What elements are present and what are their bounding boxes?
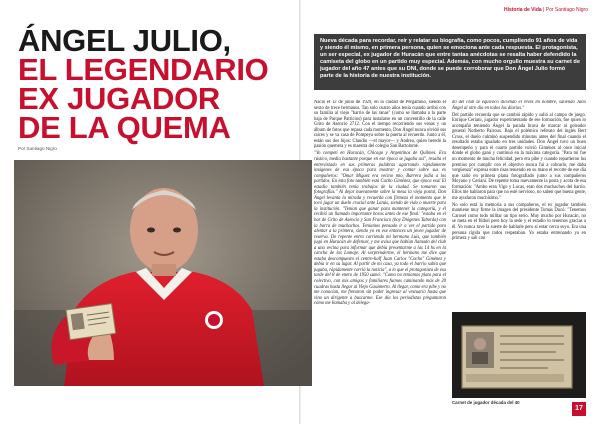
- section-name: Historia de Vida: [503, 7, 542, 13]
- paragraph: Del partido recuerda que se cambió rápido y salió al campo de juego. Enrique Ceriani, jugador experimentado de ese formación, fue quien lo acompañó teniendo Ángel la parada brava de marcar al goleador general Norberto Pairoux. Bajo el polémico referato del inglés Bert Cross, el duelo culminó suspendido minutos antes del final cuando el resultado estaba igualado en tres unidades. Don Ángel tuvo un buen desempeño y para el cuarto partido volvió Giménez al once inicial donde el globo ganó y continuó en la máxima categoría. "Para mí fue un momento de mucha felicidad, pero era pibe y cuando repartieron los premios por cumplir con el objetivo nunca fui a cobrarlo, me daba vergüenza" expresa entre risas teniendo en su mano el recorte de ese día que salió en primera plana fotografiado junto a sus compañeros Moyano y Ceriani. De repente toma nuevamente la posta y acota de esa formación: "Ambo eran Vigo y Lucas, eran dos muchachos del barrio. Ellos me hablaron para que no esté nervioso, no saben que buena gente, me ayudaron muchísimo.": [452, 112, 586, 201]
- headline-line-1: ÁNGEL JULIO,: [18, 23, 231, 58]
- article-column-1: [314, 100, 446, 416]
- byline: Por Santiago Nigro: [18, 146, 57, 151]
- intro-box: Nueva década para recordar, reír y relatar su biografía, como pocos, cumpliendo 91 años de vida y siendo él mismo, en primera persona, quien se emociona ante cada respuesta. El protagonista, un ser especial, ex jugador de Huracán que entre tantas anécdotas se resalta haber defendido la camiseta del globo en un partido muy especial. Además, con mucho orgullo muestra su carnet de jugador del año 47 antes que su DNI, donde se puede corroborar que Don Ángel Julio formó parte de la historia de nuestra institución.: [314, 34, 586, 90]
- player-card-illustration: [452, 312, 586, 398]
- card-caption: Carnet de jugador década del 40: [452, 400, 520, 405]
- paragraph: do del club se equivocó diciendo el revés mi nombre, saliendo Julio Ángel al otro día en todos los diarios.": [452, 100, 586, 111]
- article-column-2: [452, 100, 586, 306]
- headline-line-2: EL LEGENDARIO: [18, 52, 269, 87]
- headline-line-3: EX JUGADOR: [18, 81, 220, 116]
- paragraph: No solo está la memoria a sus compañeros, el ex jugador también mantiene muy firme la imagen del presidente Tomás Ducó: "Tenemos Carosel como todo militar un tipo serio. Muy mucho por Huracán, no se meta en el fútbol pero hoy la sede y el estadio lo tenemos gracias a él. Yo nunca tuve la suerte de hablarle pero si estar cerca suyo. Era una persona rígida que todos respetaban. Yo estaba entrenando ya en primera y sali con: [452, 202, 586, 242]
- header-separator: |: [543, 7, 546, 13]
- main-photo: [14, 160, 312, 386]
- paragraph: Nació el 12 de junio de 1929, en la ciudad de Pergamino, siendo el sexto de trece hermanos. Tan solo cuatro años tenía cuando arribó con su familia al viejo "barrio de las ranas" (como se llamaba a la parte baja de Parque Patricios) para instalarse en un conventillo de la calle Grito de Asencio 2712. Con el tiempo recorriendo sus venas y un álbum de fotos que repasa cada momento, Don Ángel nunca olvidó sus raíces y se va casa de Pompeya sobre la puerta al recuerdo. Junto a él, están sus dos hijos: Claudio —el mayor— y Andrea, quien heredó la pasión quemera y es maestra del colegio San Bartolomé.: [314, 100, 446, 150]
- page-number: 17: [572, 402, 586, 416]
- paragraph: "Yo competí en Huracán, Chicago y Argentinos de Quilmes. Era rústico, media bastante porque en ese época se jugaba así", resalta el entrevistado en sus primeras palabras agarrando rápidamente imágenes de esa época para mostrar y contar sobre sus ex compañeros: "Omar Míguez era vecino mío, Barrera jodía a los partidos. En esta foto también está Cacho Giménez, que época esa! El estadio también tenía trabajos de la ciudad. Se tomaron sus fotografías." Al dejar nuevamente sobre la mesa la vieja postal, Don Ángel levanta la mirada y recuerda con firmeza el momento que le tocó jugar un duelo crucial ante Lanús, siendo de vida o muerte para la institución. "Tenían que ganar para mantener la categoría, y él recibió un llamado importante horas antes de ese final: "estaba en el bar de Grito de Asencio y San Francisco (hoy Diógenes Taborda) con la barra de muchachos. Teníamos pensado ir a ver el partido para alentar a la primera, siendo yo en ese entonces un joven jugador de reserva. De repente entra corriendo mi hermano Luis, que también jugó en Huracán de defensor, y me avisa que habían llamado del club a una vecina para informar que debía presentarme a las 14 hs en la cancha de los Lomaje. Al sorprenderme, el hermano me dice que estaba descompuesto el centro-half Juan Carlos "Cacho" Giménez y debía ir en su lugar. Al partir de mi casa, ya todo el barrio sabía que jugaba, rápidamente corrió la noticia", a lo que el protagonista de esa tarde del 8 de enero de 1950 sumó: "Como no teníamos plata para el colectivo, con mis amigos y familiares fuimos caminando más de 20 cuadras hasta llegar al Viejo Gasómetro. Al llegar, como era pibe y no me conocían, me frenaron sin poder ingresar al vestuario hasta que vino un dirigente a buscarme. Ese día los periodistas preguntaron cómo me llamaba y al delega-: [314, 151, 446, 307]
- headline: [18, 23, 308, 145]
- player-card-photo: [452, 312, 586, 398]
- header-author: Por Santiago Nigro: [545, 7, 588, 13]
- running-header: [504, 7, 588, 13]
- portrait-illustration: [14, 160, 312, 386]
- headline-line-4: DE LA QUEMA: [18, 110, 231, 145]
